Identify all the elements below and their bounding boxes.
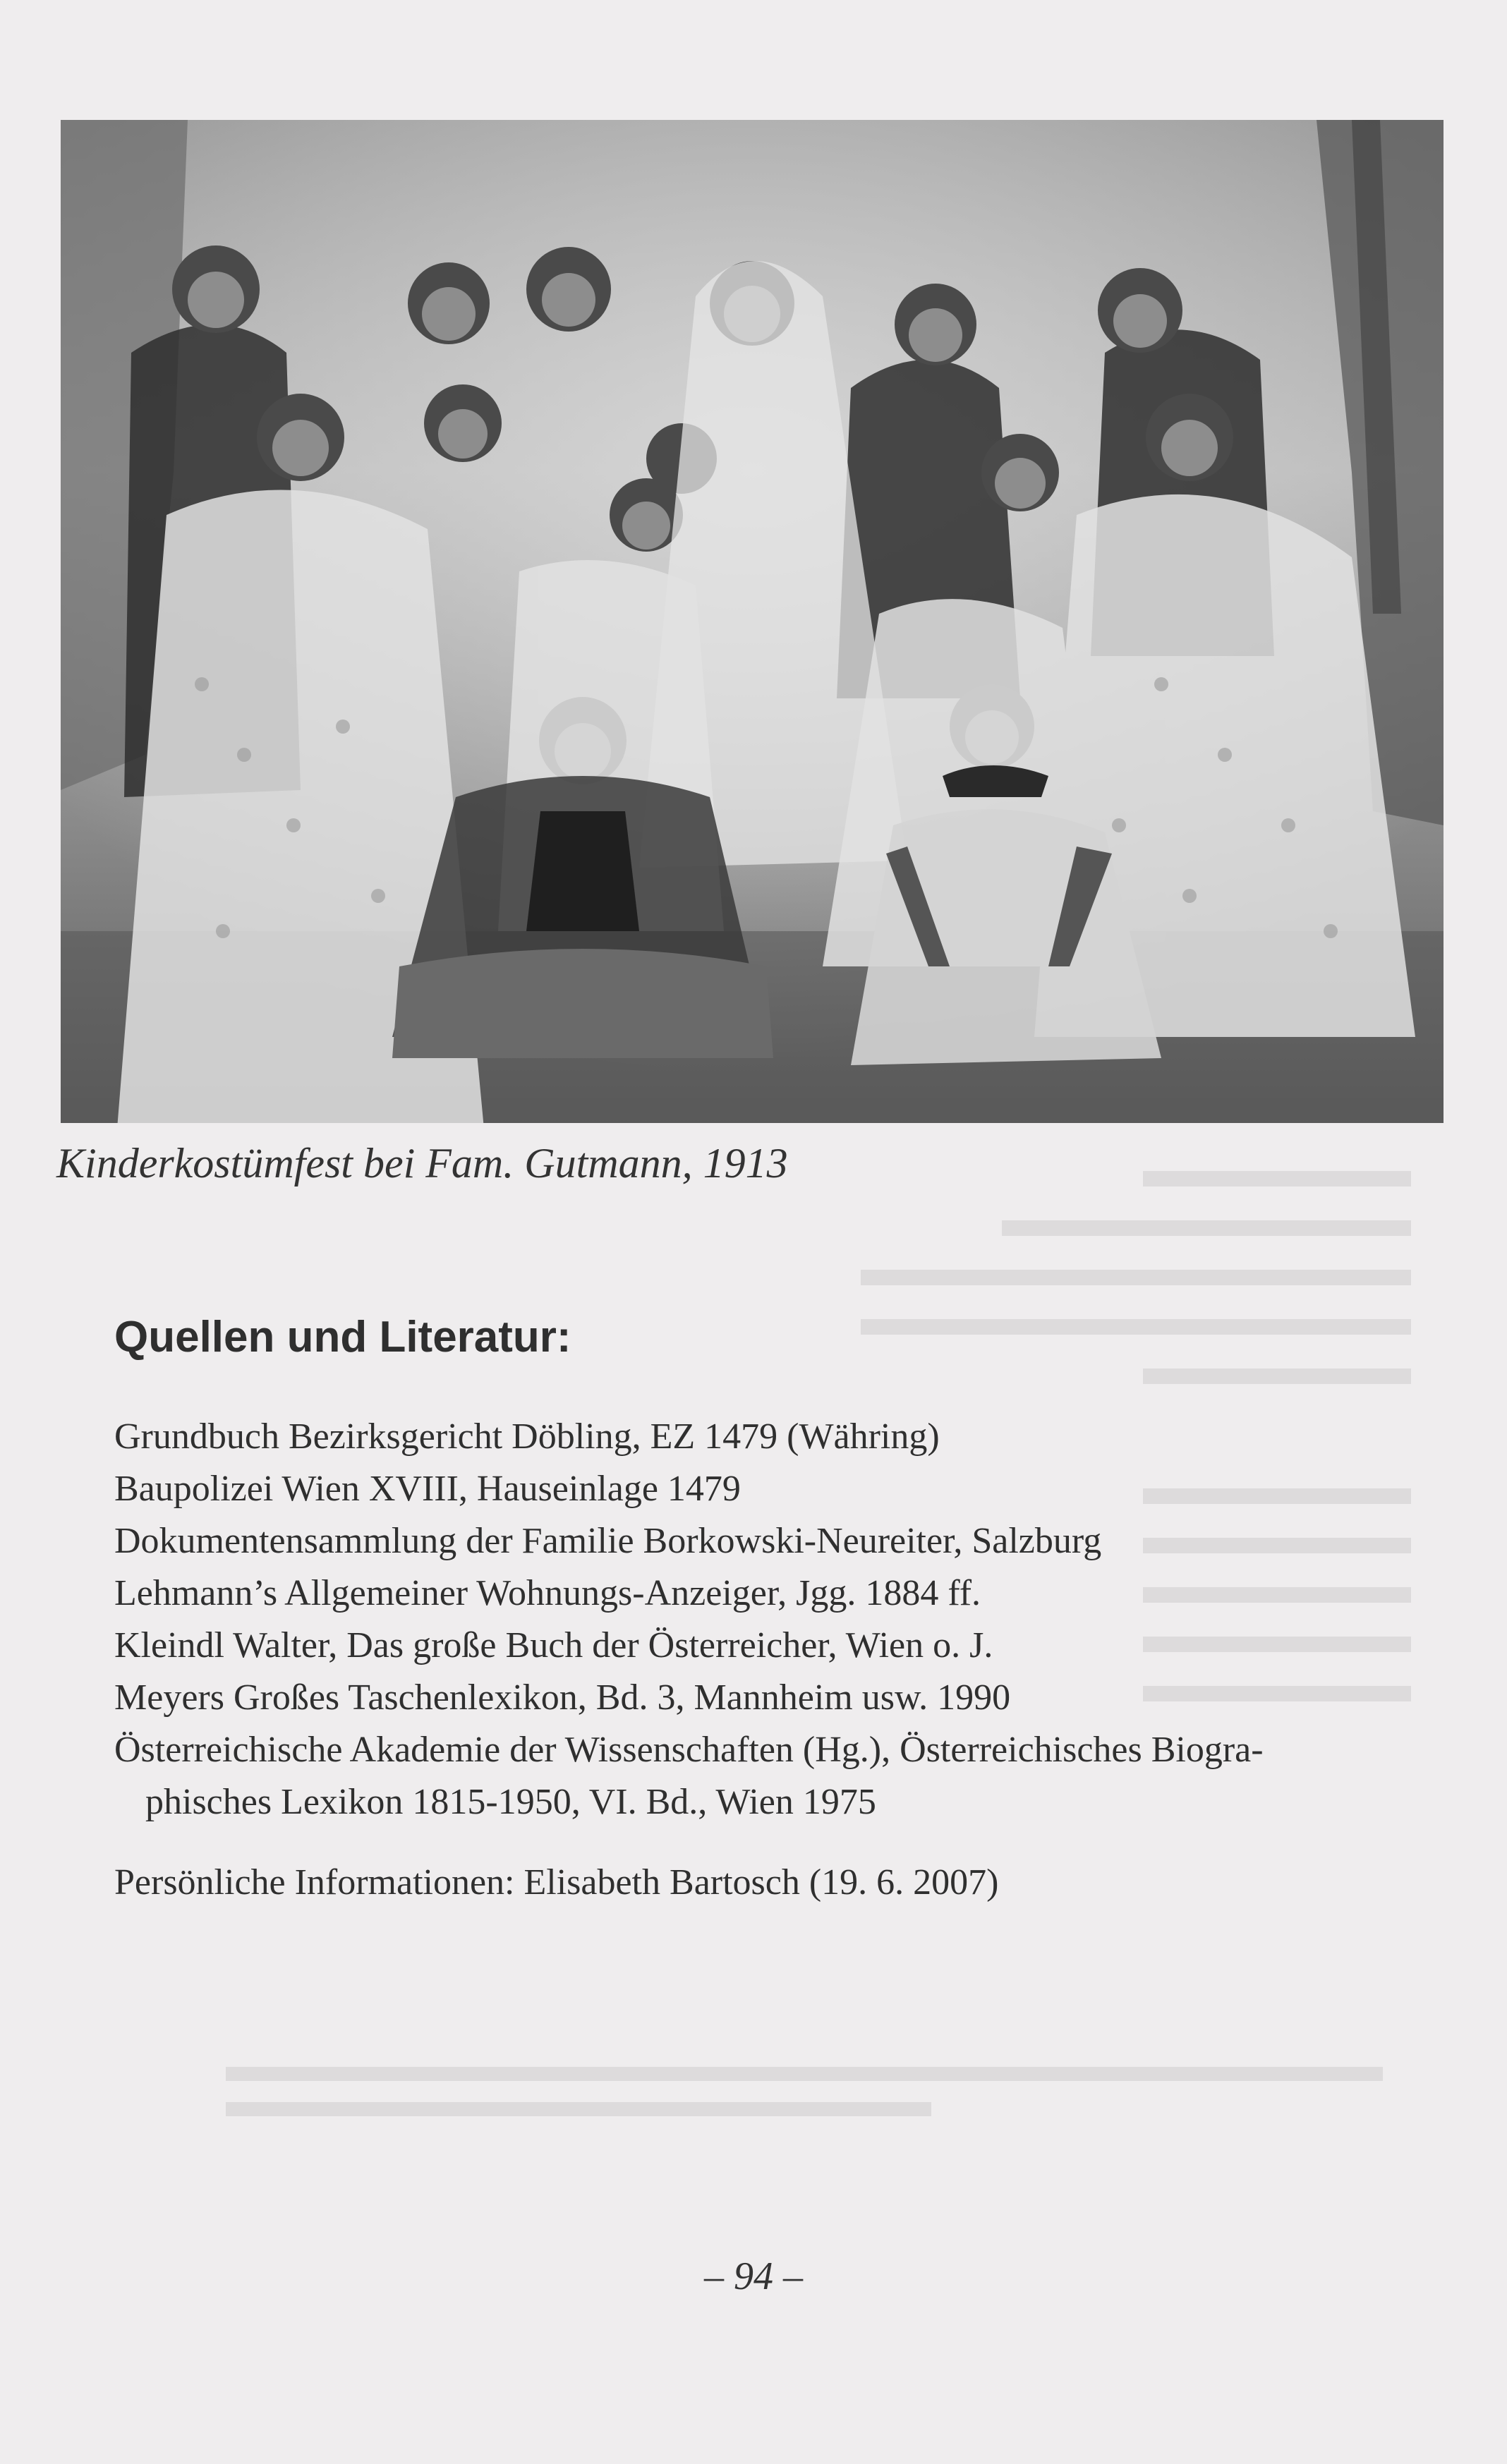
source-item <box>114 1724 1412 1828</box>
source-text: Lehmann’s Allgemeiner Wohnungs-Anzeiger, Jgg. 1884 ff. <box>114 1573 981 1613</box>
photo-caption: Kinderkostümfest bei Fam. Gutmann, 1913 <box>56 1140 788 1187</box>
source-item <box>114 1620 1412 1672</box>
source-item <box>114 1672 1412 1724</box>
source-item <box>114 1857 1412 1909</box>
source-text: Persönliche Informationen: Elisabeth Bartosch (19. 6. 2007) <box>114 1862 999 1902</box>
source-text: Grundbuch Bezirksgericht Döbling, EZ 1479 (Währing) <box>114 1416 940 1457</box>
source-text: Kleindl Walter, Das große Buch der Österreicher, Wien o. J. <box>114 1625 993 1665</box>
group-photo <box>61 120 1444 1123</box>
page-number: – 94 – <box>704 2254 803 2298</box>
source-text: Meyers Großes Taschenlexikon, Bd. 3, Mannheim usw. 1990 <box>114 1677 1011 1718</box>
source-list <box>114 1411 1412 1909</box>
source-item <box>114 1411 1412 1463</box>
source-text: Baupolizei Wien XVIII, Hauseinlage 1479 <box>114 1469 741 1509</box>
group-photo-icon <box>61 120 1444 1123</box>
source-item <box>114 1463 1412 1515</box>
source-text-continuation: phisches Lexikon 1815-1950, VI. Bd., Wien 1975 <box>145 1782 876 1822</box>
source-text: Dokumentensammlung der Familie Borkowski-Neureiter, Salzburg <box>114 1521 1102 1561</box>
source-text: Österreichische Akademie der Wissenschaften (Hg.), Österreichisches Biogra- <box>114 1730 1264 1770</box>
source-item <box>114 1515 1412 1567</box>
section-heading: Quellen und Literatur: <box>114 1313 571 1361</box>
source-item <box>114 1567 1412 1620</box>
